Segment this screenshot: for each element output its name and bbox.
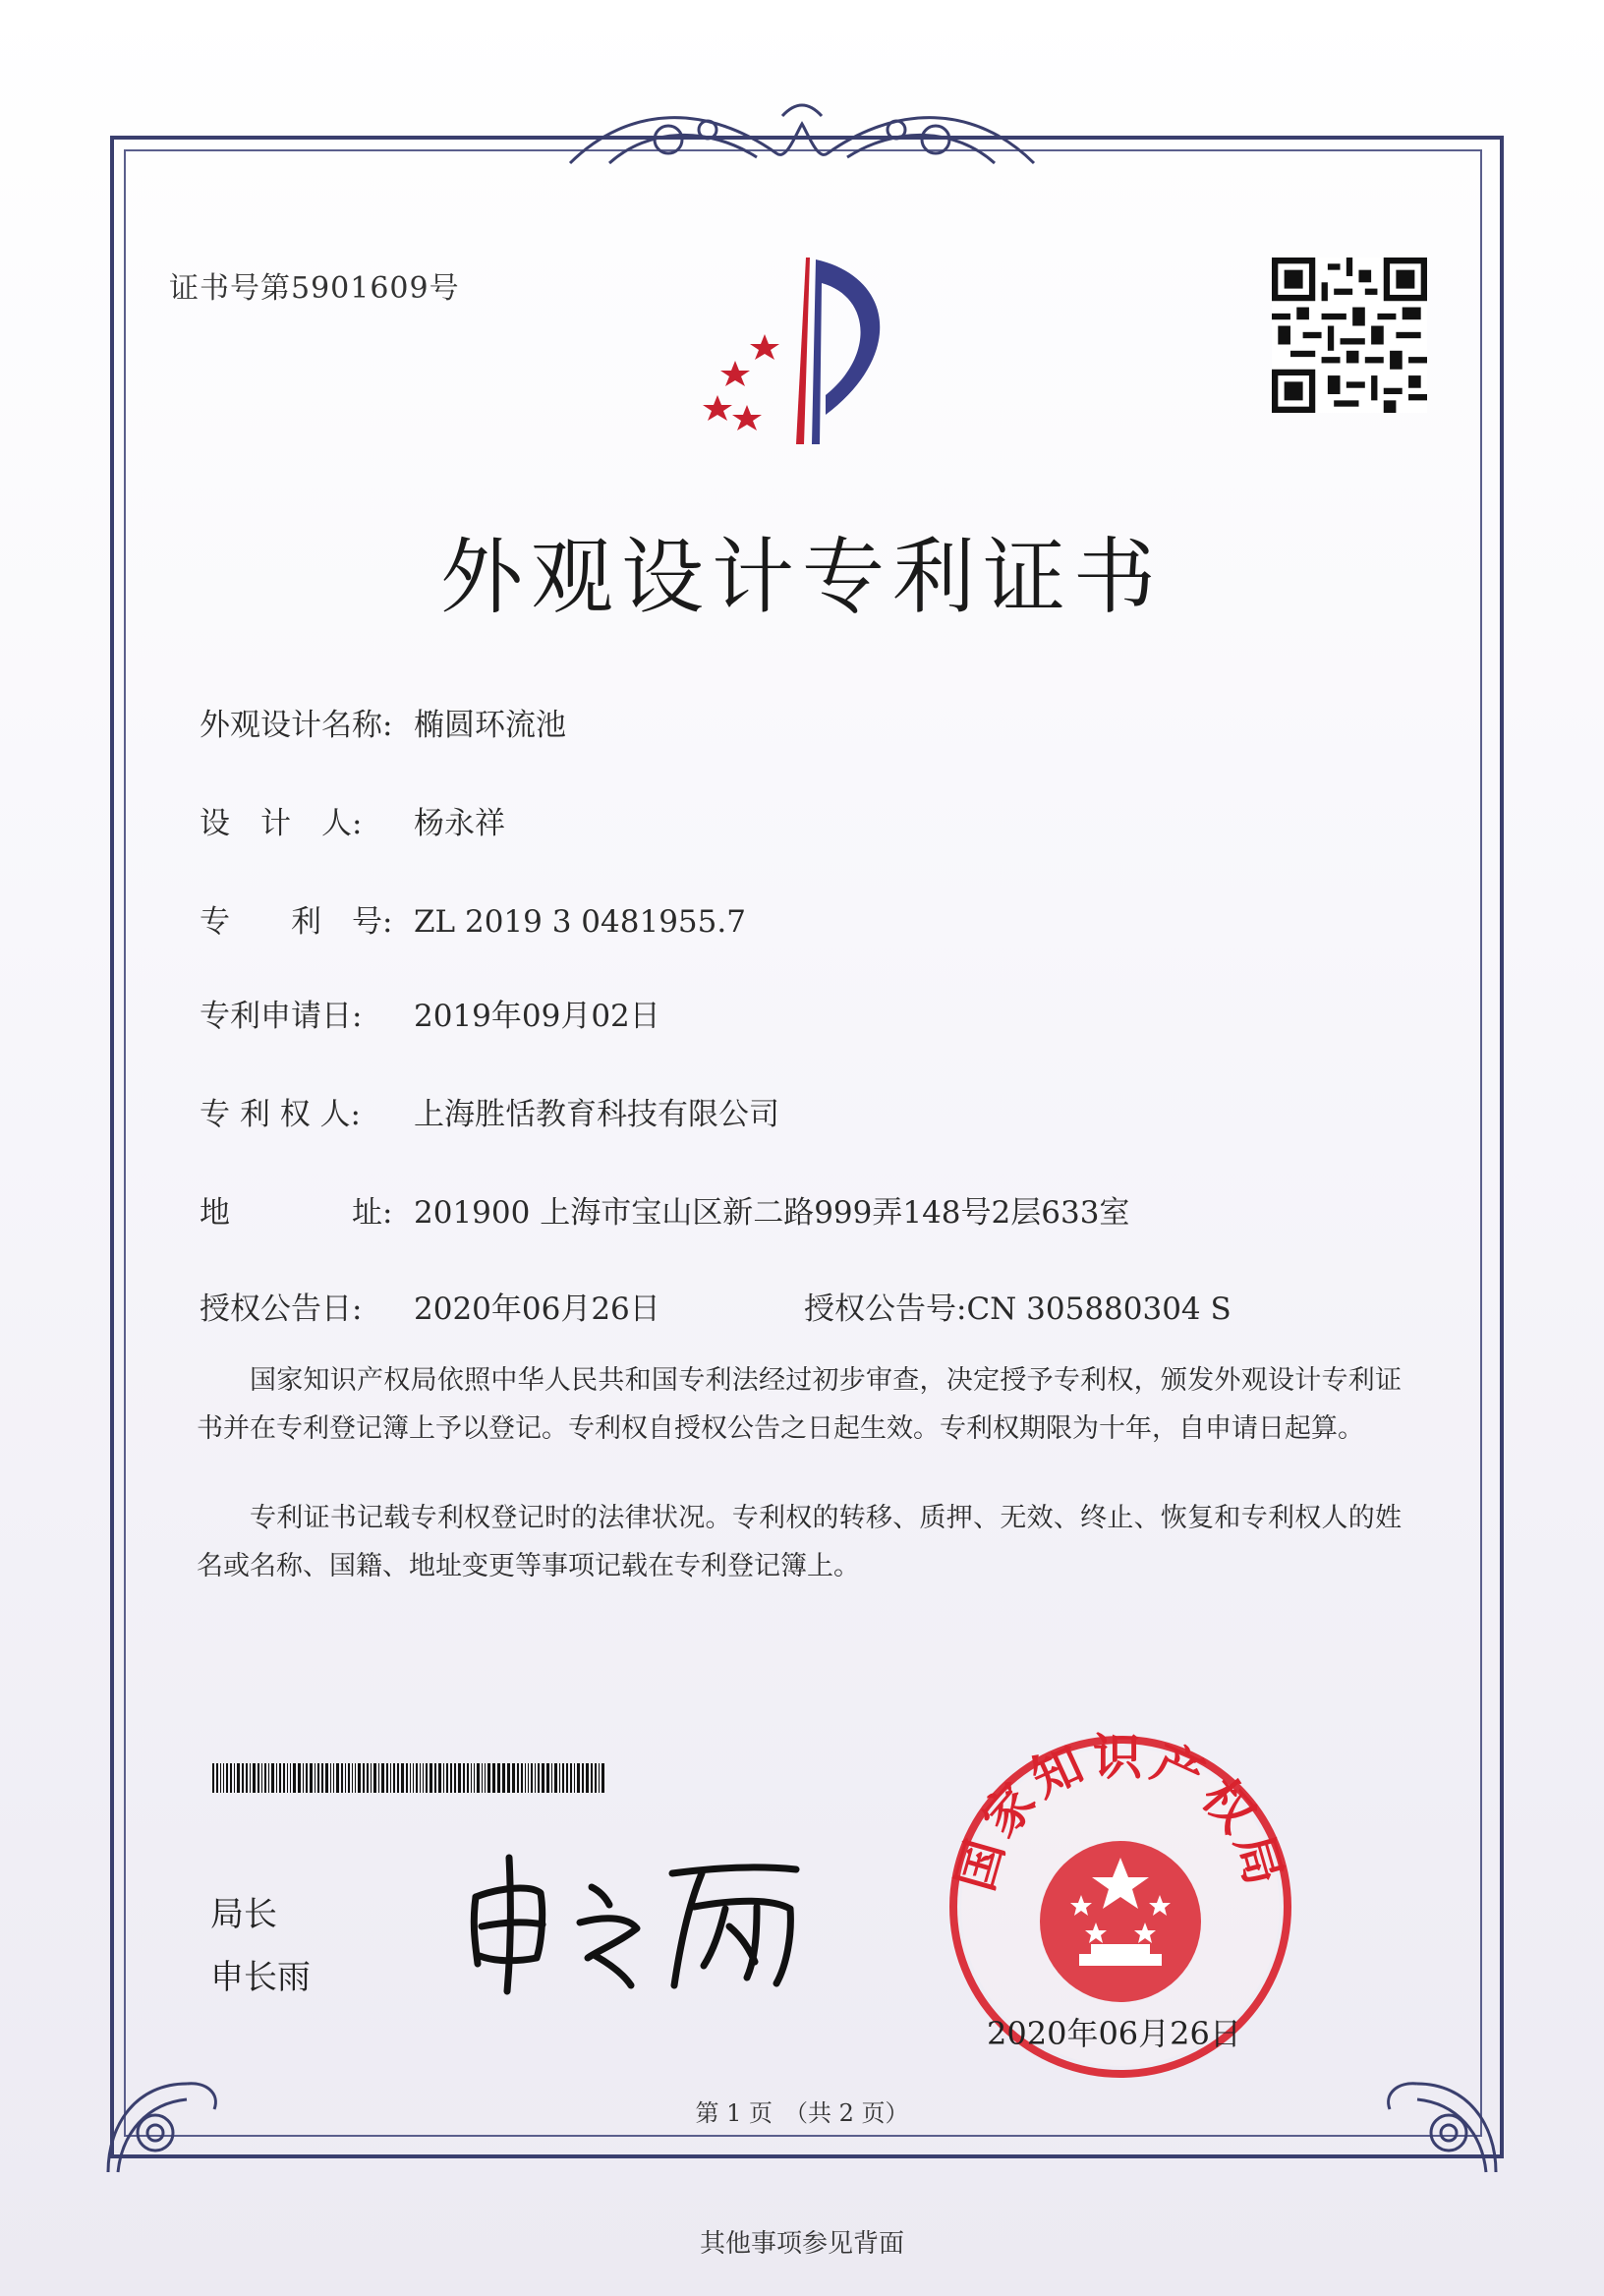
certificate-title: 外观设计专利证书 xyxy=(439,529,1164,625)
patent-office-logo xyxy=(678,248,934,454)
national-emblem xyxy=(1040,1841,1201,2002)
director-title: 局长 xyxy=(210,1895,277,1934)
top-ornament xyxy=(550,94,1054,183)
field-application-date xyxy=(200,991,660,1035)
field-design-name xyxy=(200,700,566,744)
page-number: 第 1 页 （共 2 页） xyxy=(695,2099,909,2127)
field-value: 2019年09月02日 xyxy=(414,999,660,1034)
field-value: 杨永祥 xyxy=(414,806,505,841)
field-label: 专 利 号: xyxy=(200,904,393,940)
back-note: 其他事项参见背面 xyxy=(699,2229,904,2259)
field-value: 201900 上海市宝山区新二路999弄148号2层633室 xyxy=(414,1195,1130,1231)
field-value: 2020年06月26日 xyxy=(414,1292,660,1327)
seal-text: 国家知识产权局 xyxy=(946,1730,1294,1897)
field-label: 地 址: xyxy=(200,1195,393,1231)
field-label: 设 计 人: xyxy=(200,806,363,841)
director-signature xyxy=(462,1848,816,1995)
field-patent-number xyxy=(200,896,746,941)
field-designer xyxy=(200,798,505,842)
field-label: 外观设计名称: xyxy=(200,708,393,743)
seal-date: 2020年06月26日 xyxy=(987,2015,1241,2052)
field-value: 椭圆环流池 xyxy=(414,708,566,743)
field-address xyxy=(200,1187,1129,1232)
field-grant-number xyxy=(804,1284,1232,1328)
field-label: 授权公告号: xyxy=(804,1292,967,1327)
certificate-number: 证书号第5901609号 xyxy=(169,271,460,306)
field-grant-date xyxy=(200,1284,660,1328)
field-label: 授权公告日: xyxy=(200,1292,363,1327)
field-patentee xyxy=(200,1089,779,1133)
field-value: ZL 2019 3 0481955.7 xyxy=(414,904,746,940)
director-name: 申长雨 xyxy=(210,1958,311,1997)
field-label: 专利申请日: xyxy=(200,999,363,1034)
legal-paragraph-1: 国家知识产权局依照中华人民共和国专利法经过初步审查，决定授予专利权，颁发外观设计专利证书并在专利登记簿上予以登记。专利权自授权公告之日起生效。专利权期限为十年，自申请日起算。 xyxy=(197,1365,1402,1444)
field-value: CN 305880304 S xyxy=(966,1292,1232,1327)
qr-code xyxy=(1272,258,1427,413)
field-value: 上海胜恬教育科技有限公司 xyxy=(414,1097,779,1132)
legal-paragraph-2: 专利证书记载专利权登记时的法律状况。专利权的转移、质押、无效、终止、恢复和专利权人的姓名或名称、国籍、地址变更等事项记载在专利登记簿上。 xyxy=(197,1503,1402,1581)
barcode xyxy=(212,1763,609,1793)
field-label: 专 利 权 人: xyxy=(200,1097,362,1132)
